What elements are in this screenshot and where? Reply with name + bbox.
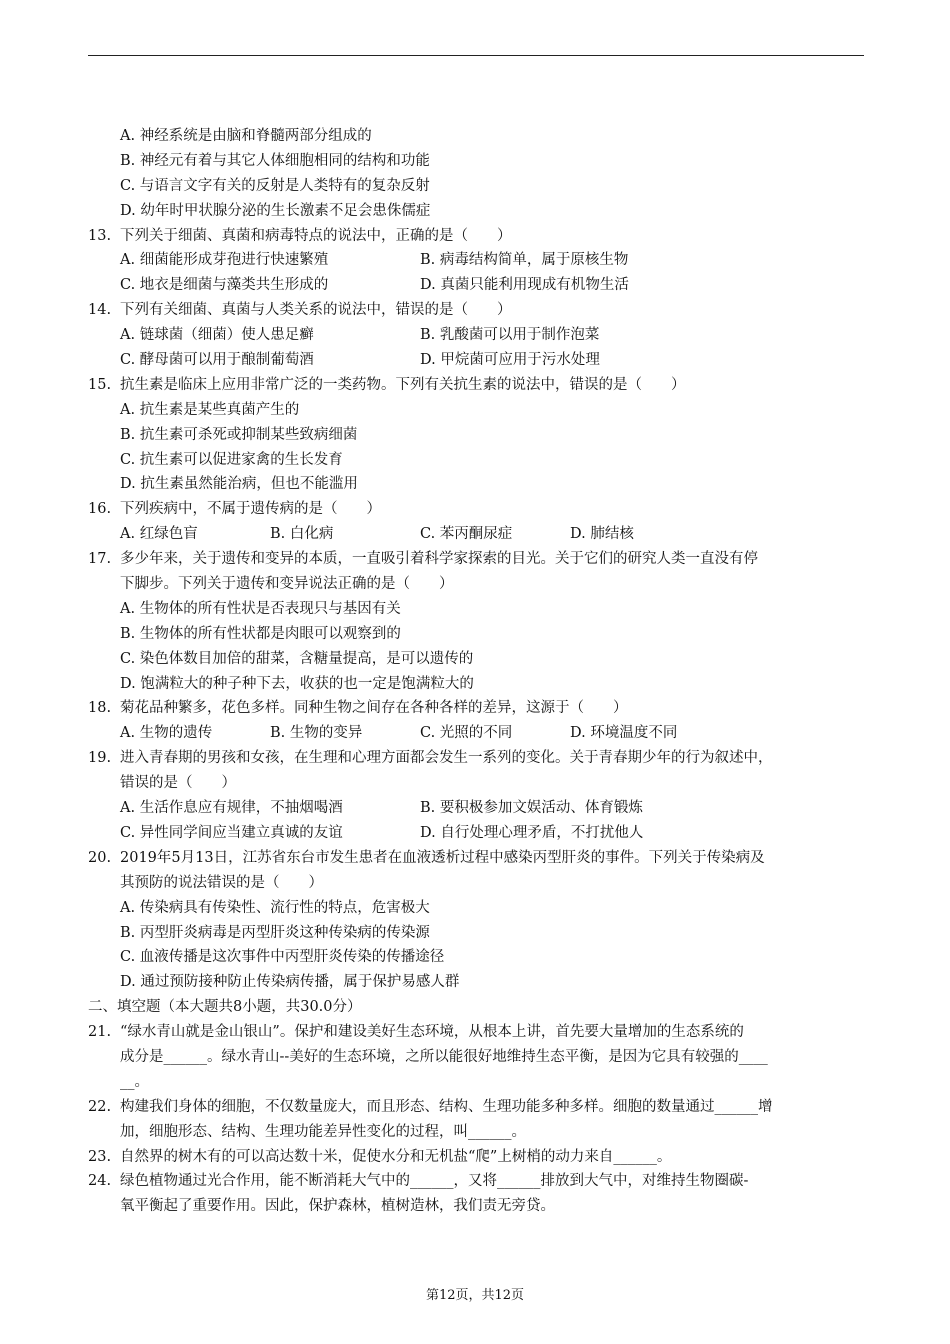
- question-stem-continued: __。: [120, 1073, 149, 1090]
- answer-option: A. 传染病具有传染性、流行性的特点，危害极大: [120, 899, 430, 916]
- answer-option: B. 丙型肝炎病毒是丙型肝炎这种传染病的传染源: [120, 924, 430, 941]
- question-stem-continued: 其预防的说法错误的是（ ）: [120, 874, 323, 891]
- question-line: [88, 746, 868, 771]
- section-heading: [88, 995, 868, 1020]
- question-continuation: [88, 1045, 868, 1070]
- answer-option: C. 苯丙酮尿症: [420, 526, 513, 543]
- answer-option: D. 饱满粒大的种子种下去，收获的也一定是饱满粒大的: [120, 675, 474, 692]
- option-line: [88, 398, 868, 423]
- answer-option: B. 病毒结构简单，属于原核生物: [420, 252, 629, 269]
- option-line: [88, 721, 868, 746]
- question-stem: 绿色植物通过光合作用，能不断消耗大气中的______，又将______排放到大气中，对维持生物圈碳-: [120, 1173, 749, 1190]
- question-continuation: [88, 1070, 868, 1095]
- option-line: [88, 522, 868, 547]
- question-number: 14.: [88, 302, 112, 319]
- answer-option: A. 生物体的所有性状是否表现只与基因有关: [120, 600, 401, 617]
- option-line: [88, 945, 868, 970]
- question-line: [88, 1020, 868, 1045]
- page-content: [88, 124, 868, 1219]
- question-line: [88, 1169, 868, 1194]
- question-line: [88, 1095, 868, 1120]
- option-line: [88, 970, 868, 995]
- question-stem: 抗生素是临床上应用非常广泛的一类药物。下列有关抗生素的说法中，错误的是（ ）: [120, 376, 686, 393]
- question-stem: 下列疾病中，不属于遗传病的是（ ）: [120, 501, 381, 518]
- answer-option: B. 生物的变异: [270, 725, 363, 742]
- option-line: [88, 821, 868, 846]
- option-line: [88, 124, 868, 149]
- question-number: 20.: [88, 849, 112, 866]
- answer-option: D. 环境温度不同: [570, 725, 678, 742]
- question-stem: “绿水青山就是金山银山”。保护和建设美好生态环境，从根本上讲，首先要大量增加的生态系统的: [120, 1024, 744, 1041]
- option-line: [88, 423, 868, 448]
- option-line: [88, 472, 868, 497]
- question-stem-continued: 错误的是（ ）: [120, 775, 236, 792]
- question-continuation: [88, 771, 868, 796]
- question-continuation: [88, 1194, 868, 1219]
- answer-option: D. 自行处理心理矛盾，不打扰他人: [420, 824, 644, 841]
- answer-option: A. 神经系统是由脑和脊髓两部分组成的: [120, 128, 372, 144]
- question-number: 24.: [88, 1173, 112, 1190]
- answer-option: B. 抗生素可杀死或抑制某些致病细菌: [120, 426, 358, 443]
- answer-option: D. 通过预防接种防止传染病传播，属于保护易感人群: [120, 974, 460, 991]
- option-line: [88, 921, 868, 946]
- answer-option: A. 抗生素是某些真菌产生的: [120, 401, 300, 418]
- option-line: [88, 348, 868, 373]
- page-footer: 第12页，共12页: [425, 1288, 525, 1303]
- option-line: [88, 448, 868, 473]
- question-number: 15.: [88, 376, 112, 393]
- option-line: [88, 597, 868, 622]
- question-line: [88, 1145, 868, 1170]
- question-stem: 下列有关细菌、真菌与人类关系的说法中，错误的是（ ）: [120, 302, 512, 319]
- question-line: [88, 373, 868, 398]
- question-line: [88, 224, 868, 249]
- answer-option: D. 真菌只能利用现成有机物生活: [420, 277, 629, 294]
- option-line: [88, 199, 868, 224]
- question-line: [88, 497, 868, 522]
- answer-option: A. 细菌能形成芽孢进行快速繁殖: [120, 252, 329, 269]
- option-line: [88, 273, 868, 298]
- answer-option: C. 血液传播是这次事件中丙型肝炎传染的传播途径: [120, 949, 445, 966]
- option-line: [88, 323, 868, 348]
- option-line: [88, 672, 868, 697]
- question-stem-continued: 成分是______。绿水青山--美好的生态环境，之所以能很好地维持生态平衡，是因为它具有较强的____: [120, 1048, 768, 1065]
- option-line: [88, 796, 868, 821]
- question-stem: 构建我们身体的细胞，不仅数量庞大，而且形态、结构、生理功能多种多样。细胞的数量通过______增: [120, 1098, 773, 1115]
- option-line: [88, 248, 868, 273]
- question-number: 21.: [88, 1024, 112, 1041]
- question-line: [88, 547, 868, 572]
- answer-option: A. 红绿色盲: [120, 526, 198, 543]
- answer-option: C. 地衣是细菌与藻类共生形成的: [120, 277, 329, 294]
- answer-option: C. 异性同学间应当建立真诚的友谊: [120, 824, 343, 841]
- section-title: 二、填空题（本大题共8小题，共30.0分）: [88, 999, 362, 1016]
- question-continuation: [88, 1120, 868, 1145]
- answer-option: C. 酵母菌可以用于酿制葡萄酒: [120, 352, 314, 369]
- answer-option: A. 生活作息应有规律，不抽烟喝酒: [120, 800, 343, 817]
- answer-option: C. 光照的不同: [420, 725, 513, 742]
- question-line: [88, 696, 868, 721]
- option-line: [88, 174, 868, 199]
- question-stem: 自然界的树木有的可以高达数十米，促使水分和无机盐“爬”上树梢的动力来自______。: [120, 1148, 672, 1165]
- answer-option: C. 与语言文字有关的反射是人类特有的复杂反射: [120, 177, 430, 194]
- option-line: [88, 896, 868, 921]
- header-rule: [88, 55, 864, 56]
- question-stem: 下列关于细菌、真菌和病毒特点的说法中，正确的是（ ）: [120, 227, 512, 244]
- answer-option: C. 抗生素可以促进家禽的生长发育: [120, 451, 343, 468]
- option-line: [88, 622, 868, 647]
- question-stem-continued: 加，细胞形态、结构、生理功能差异性变化的过程，叫______。: [120, 1123, 526, 1140]
- question-number: 19.: [88, 750, 112, 767]
- question-continuation: [88, 871, 868, 896]
- question-stem: 多少年来，关于遗传和变异的本质，一直吸引着科学家探索的目光。关于它们的研究人类一直没有停: [120, 551, 758, 568]
- question-continuation: [88, 572, 868, 597]
- question-stem: 进入青春期的男孩和女孩，在生理和心理方面都会发生一系列的变化。关于青春期少年的行为叙述中，: [120, 750, 773, 767]
- question-number: 23.: [88, 1148, 112, 1165]
- answer-option: A. 链球菌（细菌）使人患足癣: [120, 327, 314, 344]
- answer-option: D. 肺结核: [570, 526, 634, 543]
- answer-option: B. 生物体的所有性状都是肉眼可以观察到的: [120, 625, 401, 642]
- question-stem: 菊花品种繁多，花色多样。同种生物之间存在各种各样的差异，这源于（ ）: [120, 700, 628, 717]
- answer-option: B. 乳酸菌可以用于制作泡菜: [420, 327, 600, 344]
- question-line: [88, 846, 868, 871]
- answer-option: B. 白化病: [270, 526, 334, 543]
- question-number: 16.: [88, 501, 112, 518]
- answer-option: A. 生物的遗传: [120, 725, 213, 742]
- answer-option: B. 神经元有着与其它人体细胞相同的结构和功能: [120, 152, 430, 169]
- answer-option: C. 染色体数目加倍的甜菜，含糖量提高，是可以遗传的: [120, 650, 474, 667]
- question-stem: 2019年5月13日，江苏省东台市发生患者在血液透析过程中感染丙型肝炎的事件。下列关于传染病及: [120, 849, 765, 866]
- question-number: 13.: [88, 227, 112, 244]
- option-line: [88, 149, 868, 174]
- question-number: 18.: [88, 700, 112, 717]
- answer-option: D. 抗生素虽然能治病，但也不能滥用: [120, 476, 358, 493]
- question-number: 17.: [88, 551, 112, 568]
- question-number: 22.: [88, 1098, 112, 1115]
- answer-option: D. 甲烷菌可应用于污水处理: [420, 352, 600, 369]
- question-line: [88, 298, 868, 323]
- answer-option: D. 幼年时甲状腺分泌的生长激素不足会患侏儒症: [120, 202, 431, 219]
- question-stem-continued: 氧平衡起了重要作用。因此，保护森林，植树造林，我们责无旁贷。: [120, 1198, 555, 1215]
- answer-option: B. 要积极参加文娱活动、体育锻炼: [420, 800, 643, 817]
- question-stem-continued: 下脚步。下列关于遗传和变异说法正确的是（ ）: [120, 576, 454, 593]
- option-line: [88, 647, 868, 672]
